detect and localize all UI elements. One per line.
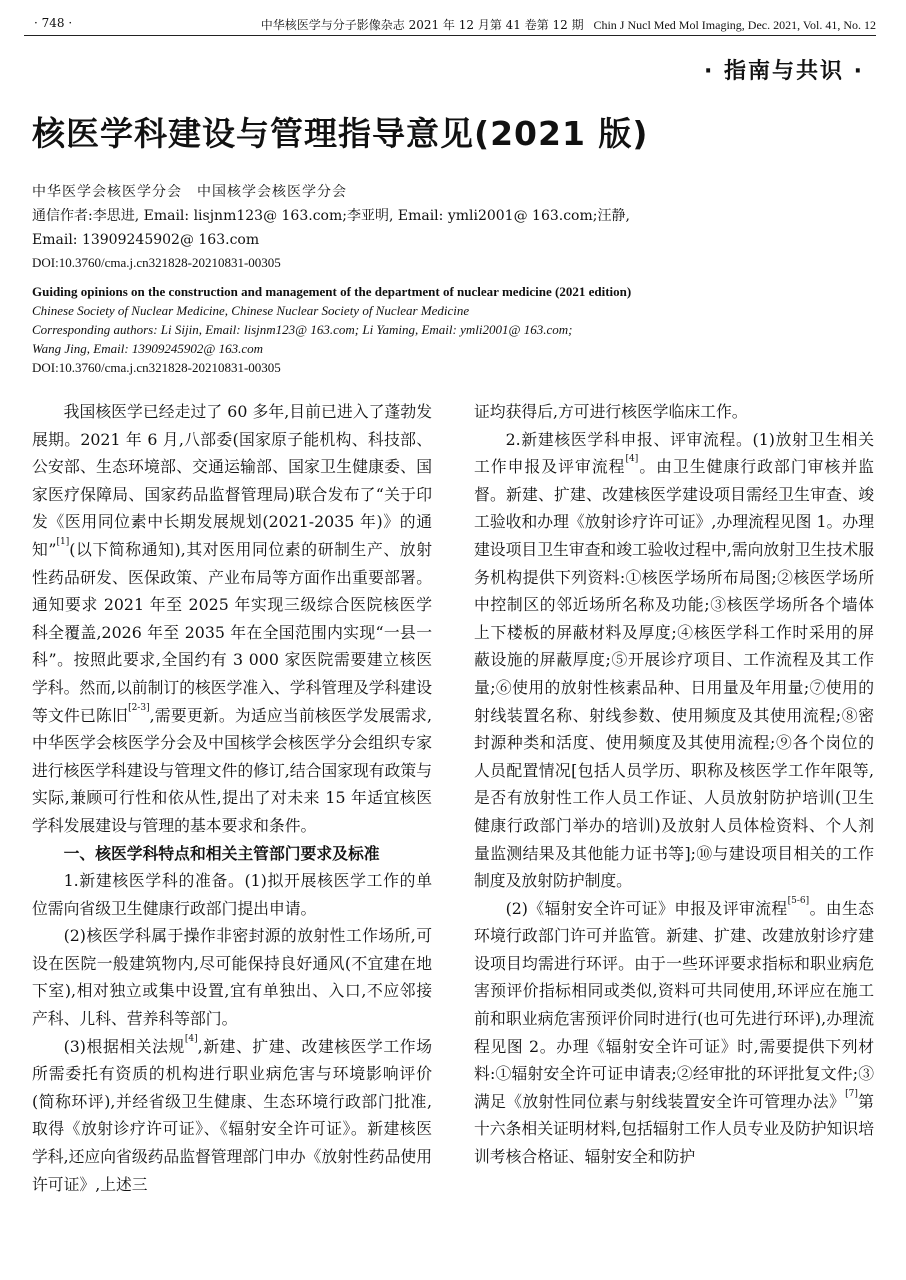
body-paragraph: 证均获得后,方可进行核医学临床工作。 bbox=[474, 402, 748, 421]
body-paragraph: 1.新建核医学科的准备。(1)拟开展核医学工作的单位需向省级卫生健康行政部门提出申请。 bbox=[32, 871, 432, 918]
text: (2)《辐射安全许可证》申报及评审流程 bbox=[505, 898, 788, 918]
english-doi: DOI:10.3760/cma.j.cn321828-20210831-00305 bbox=[32, 360, 281, 375]
journal-citation bbox=[261, 16, 876, 33]
english-title: Guiding opinions on the construction and management of the department of nuclear medicine (2021 edition) bbox=[32, 284, 632, 299]
journal-name-cn: 中华核医学与分子影像杂志 2021 年 12 月第 41 卷第 12 期 bbox=[260, 18, 584, 32]
article-title: 核医学科建设与管理指导意见(2021 版) bbox=[32, 114, 649, 153]
text: 第十六条相关证明材料,包括辐射工作人员专业及防护知识培训考核合格证、辐射安全和防护 bbox=[474, 1091, 874, 1167]
text: ,新建、扩建、改建核医学工作场所需委托有资质的机构进行职业病危害与环境影响评价(简称环评),并经省级卫生健康、生态环境行政部门批准,取得《放射诊疗许可证》、《辐射安全许可证》。新建核医学科,还应向省级药品监督管理部门申办《放射性药品使用许可证》,上述三 bbox=[32, 1036, 432, 1194]
english-societies: Chinese Society of Nuclear Medicine, Chinese Nuclear Society of Nuclear Medicine bbox=[32, 303, 470, 318]
text: (以下简称通知),其对医用同位素的研制生产、放射性药品研发、医保政策、产业布局等方面作出重要部署。通知要求 2021 年至 2025 年实现三级综合医院核医学科全覆盖,2026 年至 2035 年在全国范围内实现“一县一科”。按照此要求,全国约有 3 000 家医院需要建立核医学科。然而,以前制订的核医学准入、学科管理及学科建设等文件已陈旧 bbox=[32, 539, 432, 725]
text: 。由生态环境行政部门许可并监管。新建、扩建、改建放射诊疗建设项目均需进行环评。由于一些环评要求指标和职业病危害预评价指标相同或类似,资料可共同使用,环评应在施工前和职业病危害预评价同时进行(也可先进行环评),办理流程见图 2。办理《辐射安全许可证》时,需要提供下列材料:①辐射安全许可证申请表;②经审批的环评批复文件;③满足《放射性同位素与射线装置安全许可管理办法》 bbox=[474, 898, 874, 1111]
text: ,需要更新。为适应当前核医学发展需求,中华医学会核医学分会及中国核学会核医学分会组织专家进行核医学科建设与管理文件的修订,结合国家现有政策与实际,兼顾可行性和依从性,提出了对未来 15 年适宜核医学科发展建设与管理的基本要求和条件。 bbox=[32, 705, 432, 835]
english-authors-line-2: Wang Jing, Email: 13909245902@ 163.com bbox=[32, 341, 264, 356]
correspondence-line-1: 通信作者:李思进, Email: lisjnm123@ 163.com;李亚明, Email: ymli2001@ 163.com;汪静, bbox=[32, 208, 630, 224]
section-heading: 一、核医学科特点和相关主管部门要求及标准 bbox=[63, 843, 380, 863]
body-paragraph: (2)核医学科属于操作非密封源的放射性工作场所,可设在医院一般建筑物内,尽可能保持良好通风(不宜建在地下室),相对独立或集中设置,宜有单独出、入口,不应邻接产科、儿科、营养科等部门。 bbox=[32, 926, 432, 1029]
correspondence-line-2: Email: 13909245902@ 163.com bbox=[32, 232, 260, 248]
text: 2.新建核医学科申报、评审流程。(1)放射卫生相关工作申报及评审流程 bbox=[474, 429, 874, 477]
doi: DOI:10.3760/cma.j.cn321828-20210831-00305 bbox=[32, 255, 281, 270]
reference-mark[interactable]: [4] bbox=[625, 454, 639, 465]
body-paragraph bbox=[474, 895, 874, 1171]
page-number: · 748 · bbox=[34, 16, 73, 30]
text: 。由卫生健康行政部门审核并监督。新建、扩建、改建核医学建设项目需经卫生审查、竣工验收和办理《放射诊疗许可证》,办理流程见图 1。办理建设项目卫生审查和竣工验收过程中,需向放射卫生技术服务机构提供下列资料:①核医学场所布局图;②核医学场所中控制区的邻近场所名称及功能;③核医学场所各个墙体上下楼板的屏蔽材料及厚度;④核医学科工作时采用的屏蔽设施的屏蔽厚度;⑤开展诊疗项目、工作流程及其工作量;⑥使用的放射性核素品种、日用量及年用量;⑦使用的射线装置名称、射线参数、使用频度及其使用流程;⑧密封源种类和活度、使用频度及其使用流程;⑨各个岗位的人员配置情况[包括人员学历、职称及核医学工作年限等,是否有放射性工作人员工作证、人员放射防护培训(卫生健康行政部门举办的培训)及放射人员体检资料、个人剂量监测结果及其他能力证书等];⑩与建设项目相关的工作制度及放射防护制度。 bbox=[474, 457, 874, 891]
section-tag: · 指南与共识 · bbox=[703, 59, 864, 84]
body-paragraph bbox=[32, 1033, 432, 1199]
reference-mark[interactable]: [1] bbox=[56, 536, 70, 547]
journal-name-en: Chin J Nucl Med Mol Imaging, Dec. 2021, Vol. 41, No. 12 bbox=[593, 18, 876, 32]
english-front-matter bbox=[32, 282, 876, 377]
reference-mark[interactable]: [2-3] bbox=[128, 702, 150, 713]
affiliations: 中华医学会核医学分会 中国核学会核医学分会 bbox=[32, 184, 347, 200]
intro-paragraph bbox=[32, 398, 432, 840]
english-authors-line-1: Corresponding authors: Li Sijin, Email: lisjnm123@ 163.com; Li Yaming, Email: ymli2001@ 163.com; bbox=[32, 322, 573, 337]
left-column bbox=[32, 398, 432, 1198]
front-matter bbox=[32, 180, 876, 274]
text: (3)根据相关法规 bbox=[63, 1036, 185, 1056]
body-paragraph bbox=[474, 426, 874, 895]
reference-mark[interactable]: [7] bbox=[845, 1088, 858, 1099]
reference-mark[interactable]: [4] bbox=[184, 1033, 198, 1044]
reference-mark[interactable]: [5-6] bbox=[787, 895, 810, 906]
text: 我国核医学已经走过了 60 多年,目前已进入了蓬勃发展期。2021 年 6 月,八部委(国家原子能机构、科技部、公安部、生态环境部、交通运输部、国家卫生健康委、国家医疗保障局、国家药品监督管理局)联合发布了“关于印发《医用同位素中长期发展规划(2021-2035 年)》的通知” bbox=[32, 402, 432, 559]
running-header bbox=[24, 14, 876, 36]
right-column bbox=[474, 398, 874, 1171]
